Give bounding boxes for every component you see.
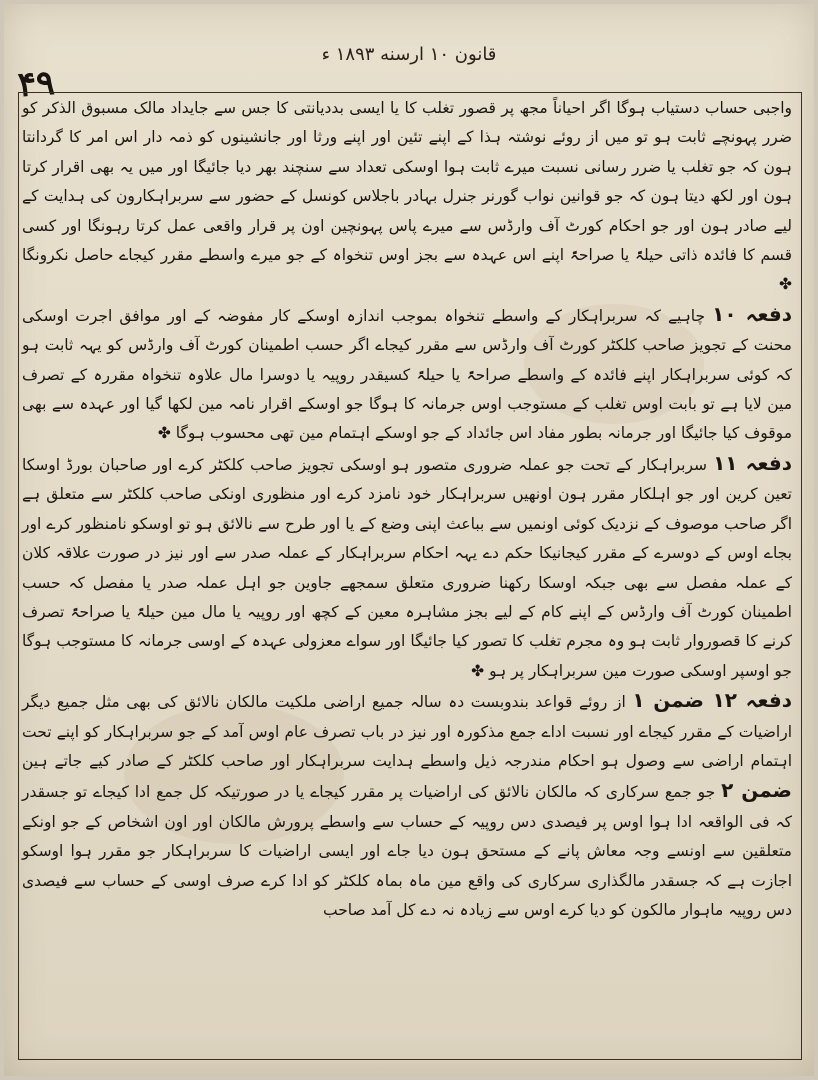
paragraph-intro — [22, 94, 792, 300]
paragraph-text: واجبی حساب دستیاب ہوگا اگر احیاناً مجھ پر قصور تغلب کا یا ایسی بددیانتی کا جس سے جایداد مالک مسبوق الذکر کو ضرر پہونچے ثابت ہو تو میں از روئے نوشتہ ہذا کے اپنے تئین اور اپنے ورثا اور جانشینوں کو ذمہ دار اس امر کا گردانتا ہون کہ جو تغلب یا ضرر رسانی نسبت میرے ثابت ہوا اوسکی تعداد سے سنچند بھر دیا جائیگا اور میں یہ بھی اقرار کرتا ہون اور لکھ دیتا ہون کہ جو قوانین نواب گورنر جنرل بہادر باجلاس کونسل کے حضور سے سربراہکارون کی ہدایت کے لیے صادر ہون اور جو احکام کورٹ آف وارڈس سے میرے پاس پہونچین اون پر قرار واقعی عمل کرتا رہونگا اور کسی قسم کا فائدہ ذاتی حیلۃً یا صراحۃً اپنے اس عہدہ سے بجز اوس تنخواہ کے جو میرے واسطے مقرر کیجاے حاصل نکرونگا — [22, 99, 792, 265]
clause-heading: ضمن ۲ — [721, 778, 792, 803]
section-10 — [22, 300, 792, 449]
clause-text: جو جمع سرکاری کہ مالکان نالائق کی اراضیات پر مقرر کیجاے یا در صورتیکہ کل جمع ادا کیجاے تو جسقدر کہ فی الواقعہ ادا ہوا اوس پر فیصدی دس روپیہ کے حساب سے واسطے پرورش مالکان اور اون اشخاص کے جو اونکے متعلقین سے اونسے وجہ معاش پانے کے مستحق ہون دیا جاے اور ایسی اراضیات کا سربراہکار جو مقرر ہوا اوسکو اجازت ہے کہ جسقدر مالگذاری سرکاری کی واقع مین ماہ بماہ کلکٹر کو ادا کرے صرف اوسی کے حساب سے فیصدی دس روپیہ ماہوار مالکون کو دیا کرے اوس سے زیادہ نہ دے کل آمد صاحب — [22, 783, 792, 919]
section-12 — [22, 686, 792, 925]
page-number: ۴۹ — [16, 62, 56, 106]
body-text — [22, 94, 792, 925]
section-heading: دفعہ ۱۱ — [713, 450, 792, 475]
section-text: از روئے قواعد بندوبست دہ سالہ جمیع اراضی ملکیت مالکان نالائق کی بھی مثل جمیع دیگر اراضیات کے مقرر کیجاے اور نسبت اداے جمع مذکورہ اور نیز در باب تصرف عام اوس آمد کے جو سربراہکار کو اپنے تحت اہتمام اراضی سے وصول ہو احکام مندرجہ ذیل واسطے ہدایت سربراہکار اور صاحب کلکٹر کے صادر کیے جاتے ہین — [22, 693, 792, 770]
section-11 — [22, 449, 792, 686]
paragraph-end-mark: ✤ — [471, 661, 485, 680]
paragraph-end-mark: ✤ — [157, 424, 171, 443]
running-head: قانون ۱۰ ارسنه ۱۸۹۳ ء — [321, 44, 497, 65]
paragraph-end-mark: ✤ — [779, 275, 792, 294]
section-text: سربراہکار کے تحت جو عملہ ضروری متصور ہو اوسکی تجویز صاحب کلکٹر کرے اور صاحبان بورڈ اوسکا تعین کرین اور جو اہلکار مقرر ہون اونھیں سربراہکار خود نامزد کرے اور منظوری اونکی صاحب کلکٹر سے متعلق ہے اگر صاحب موصوف کے نزدیک کوئی اونمیں سے بباعث اپنی وضع کے یا اور طرح سے نالائق ہو تو اوسکو نامنظور کرے اور بجاے اوس کے دوسرے کے مقرر کیجانیکا حکم دے یہہ احکام سربراہکار کے عملہ صدر سے اور نیز در صورت علاقہ کلان کے عملہ مفصل سے بھی جبکہ اوسکا رکھنا ضروری متعلق سمجھے جاوین جو اہل عملہ صدر یا مفصل کہ حسب اطمینان کورٹ آف وارڈس کے اپنے کام کے لیے بجز مشاہرہ معین کے کچھ اور روپیہ یا مال مین حیلۃً یا صراحۃً تصرف کرنے کا قصوروار ثابت ہو وہ مجرم تغلب کا تصور کیا جائیگا اور سواے معزولی عہدہ کے اوسی جرمانہ کا مستوجب ہوگا جو اوسپر اوسکی صورت مین سربراہکار پر ہو — [22, 455, 792, 680]
section-heading: دفعہ ۱۰ — [712, 301, 792, 326]
section-text: چاہیے کہ سربراہکار کے واسطے تنخواہ بموجب اندازہ اوسکے کار مفوضہ کے اور موافق اجرت اوسکی محنت کے تجویز صاحب کلکٹر کورٹ آف وارڈس سے مقرر کیجاے اگر حسب اطمینان کورٹ آف وارڈس کو یہہ ثابت ہو کہ کوئی سربراہکار اپنے فائدہ کے واسطے صراحۃً یا حیلۃً کسیقدر روپیہ یا دوسرا مال علاوہ تنخواہ مقررہ کے تصرف مین لایا ہے تو بابت اوس تغلب کے مستوجب اوس جرمانہ کا ہوگا جو اوسکے اقرار نامہ مین لکھا گیا اور عہدہ سے بھی موقوف کیا جائیگا اور جرمانہ بطور مفاد اس جائداد کے جو اوسکے اہتمام مین تھی محسوب ہوگا — [22, 306, 792, 443]
section-heading: دفعہ ۱۲ ضمن ۱ — [632, 688, 792, 713]
